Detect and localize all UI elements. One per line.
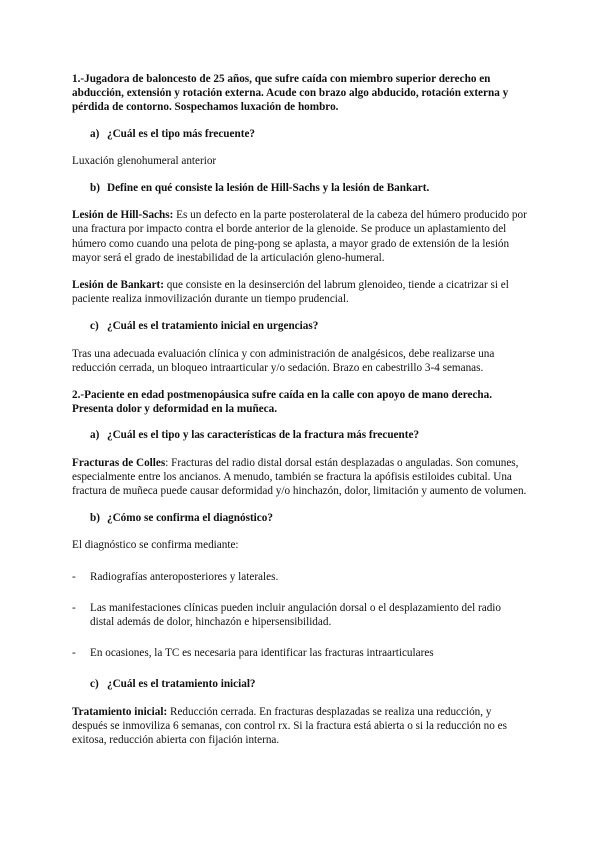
dash-bullet: - xyxy=(72,570,76,583)
question-text: ¿Cuál es el tipo y las características de la fractura más frecuente? xyxy=(107,429,420,442)
question-label: c) xyxy=(90,320,99,333)
list-item xyxy=(72,646,528,660)
colles-term: Fracturas de Colles xyxy=(72,456,166,469)
hill-sachs-paragraph xyxy=(72,208,528,265)
case-1-answer-a: Luxación glenohumeral anterior xyxy=(72,154,217,167)
case-1-title: 1.-Jugadora de baloncesto de 25 años, que sufre caída con miembro superior derecho en abducción, extensión y rotación externa. Acude con brazo algo abducido, rotación externa y pérdida de contorno. Sospechamos luxación de hombro. xyxy=(72,73,509,114)
case-1-question-a xyxy=(72,127,528,141)
dash-bullet: - xyxy=(72,601,76,614)
list-item xyxy=(72,601,528,629)
bankart-paragraph xyxy=(72,278,528,306)
question-label: b) xyxy=(90,512,100,525)
question-text: ¿Cuál es el tratamiento inicial? xyxy=(107,678,256,691)
question-text: Define en qué consiste la lesión de Hill-Sachs y la lesión de Bankart. xyxy=(107,182,430,195)
list-item-text: Las manifestaciones clínicas pueden incluir angulación dorsal o el desplazamiento del radio distal además de dolor, hinchazón e hipersensibilidad. xyxy=(90,601,501,629)
case-1-question-b xyxy=(72,181,528,195)
diagnosis-intro: El diagnóstico se confirma mediante: xyxy=(72,539,239,552)
question-label: c) xyxy=(90,678,99,691)
list-item-text: En ocasiones, la TC es necesaria para identificar las fracturas intraarticulares xyxy=(90,647,434,660)
case-2-title: 2.-Paciente en edad postmenopáusica sufre caída en la calle con apoyo de mano derecha. Presenta dolor y deformidad en la muñeca. xyxy=(72,389,493,416)
treatment-term: Tratamiento inicial: xyxy=(72,705,168,718)
colles-text: : Fracturas del radio distal dorsal están desplazadas o anguladas. Son comunes, especialmente entre los ancianos. A menudo, también se fractura la apófisis estiloides cubital. Una fractura de muñeca puede causar deformidad y/o hinchazón, dolor, limitación y aumento de volumen. xyxy=(72,456,527,498)
case-1-question-c xyxy=(72,319,528,333)
case-2-question-b xyxy=(72,511,528,525)
bankart-text: que consiste en la desinserción del labrum glenoideo, tiende a cicatrizar si el paciente realiza inmovilización durante un tiempo prudencial. xyxy=(72,279,509,306)
dash-bullet: - xyxy=(72,647,76,660)
hill-sachs-term: Lesión de Hill-Sachs: xyxy=(72,209,174,222)
treatment-text: Reducción cerrada. En fracturas desplazadas se realiza una reducción, y después se inmoviliza 6 semanas, con control rx. Si la fractura está abierta o si la reducción no es exitosa, reducción abierta con fijación interna. xyxy=(72,705,507,747)
case-1-answer-c: Tras una adecuada evaluación clínica y con administración de analgésicos, debe realizarse una reducción cerrada, un bloqueo intraarticular y/o sedación. Brazo en cabestrillo 3-4 semanas. xyxy=(72,347,495,374)
list-item xyxy=(72,570,528,584)
question-label: b) xyxy=(90,182,100,195)
hill-sachs-text: Es un defecto en la parte posterolateral de la cabeza del húmero producido por una fractura por impacto contra el borde anterior de la glenoide. Se produce un aplastamiento del húmero como cuando una pelota de ping-pong se aplasta, a mayor grado de extensión de la lesión mayor será el grado de inestabilidad de la articulación gleno-humeral. xyxy=(72,209,527,264)
case-2-question-c xyxy=(72,677,528,691)
bankart-term: Lesión de Bankart: xyxy=(72,279,164,292)
case-2-question-a xyxy=(72,428,528,442)
question-text: ¿Cuál es el tipo más frecuente? xyxy=(107,127,256,140)
question-text: ¿Cómo se confirma el diagnóstico? xyxy=(107,512,273,525)
list-item-text: Radiografías anteroposteriores y laterales. xyxy=(90,570,279,583)
colles-paragraph xyxy=(72,456,528,499)
question-text: ¿Cuál es el tratamiento inicial en urgencias? xyxy=(107,320,319,333)
question-label: a) xyxy=(90,429,100,442)
treatment-paragraph xyxy=(72,705,528,748)
question-label: a) xyxy=(90,127,100,140)
